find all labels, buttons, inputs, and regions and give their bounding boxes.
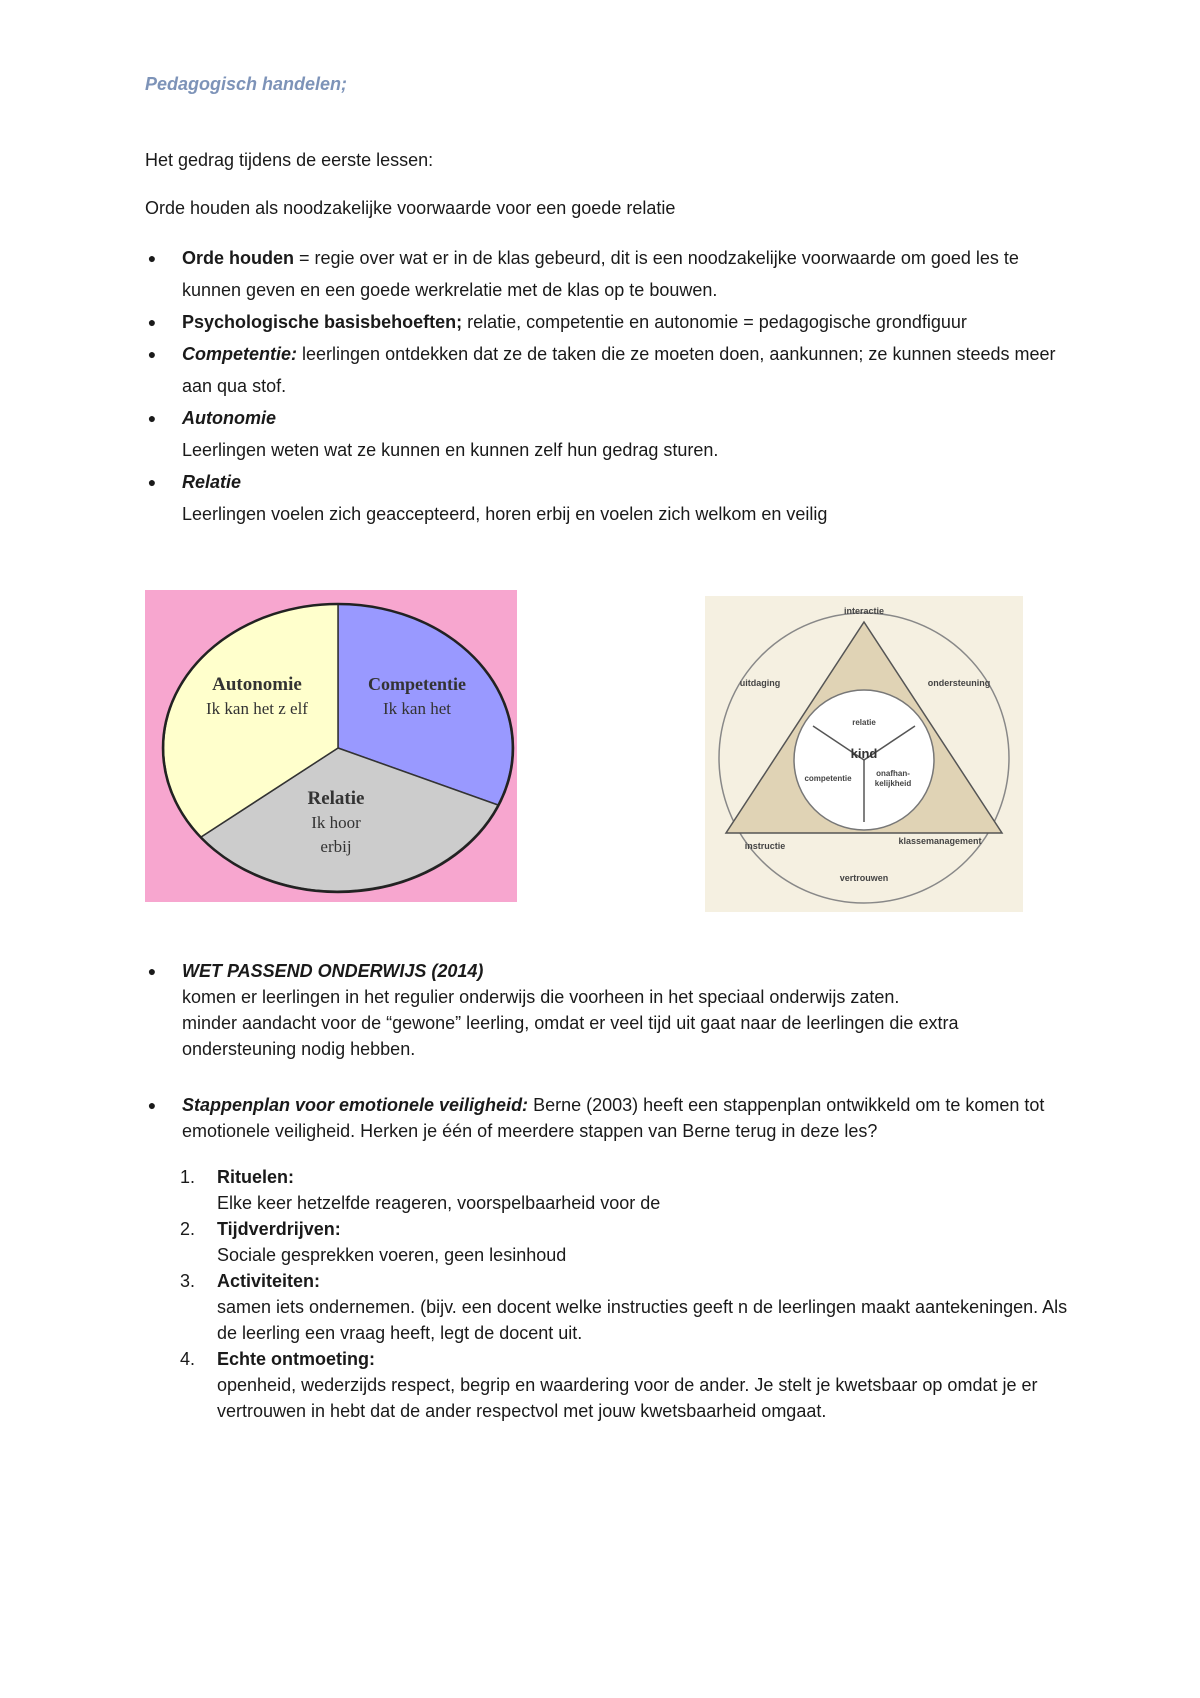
label-kelijkheid: kelijkheid: [874, 779, 912, 788]
step-text: Sociale gesprekken voeren, geen lesinhoud: [217, 1245, 567, 1265]
term-basisbehoeften: Psychologische basisbehoeften;: [182, 312, 463, 332]
term-relatie: Relatie: [182, 472, 242, 492]
pie-sub-competentie: Ik kan het: [383, 699, 451, 718]
step-title: Activiteiten:: [217, 1271, 321, 1291]
step-number: 1.: [180, 1167, 196, 1187]
list-item: [145, 306, 1075, 338]
list-item: [145, 242, 1075, 306]
text-orde-houden: = regie over wat er in de klas gebeurd, dit is een noodzakelijke voorwaarde om goed les te kunnen geven en een goede werkrelatie met de klas op te bouwen.: [182, 248, 1019, 300]
step-title: Tijdverdrijven:: [217, 1219, 341, 1239]
pie-label-competentie: Competentie: [368, 674, 466, 694]
step-text: openheid, wederzijds respect, begrip en waardering voor de ander. Je stelt je kwetsbaar op omdat je er vertrouwen in hebt dat de ander respectvol met jouw kwetsbaarheid omgaat.: [217, 1375, 1038, 1421]
pie-sub-relatie-1: Ik hoor: [311, 813, 361, 832]
label-kind: kind: [850, 746, 878, 761]
text-relatie: Leerlingen voelen zich geaccepteerd, horen erbij en voelen zich welkom en veilig: [182, 504, 828, 524]
pie-label-relatie: Relatie: [307, 788, 365, 809]
label-instructie: instructie: [744, 841, 786, 851]
step-text: Elke keer hetzelfde reageren, voorspelbaarheid voor de: [217, 1193, 661, 1213]
list-item: [180, 1216, 1080, 1268]
stappenplan-term: Stappenplan voor emotionele veiligheid:: [182, 1095, 529, 1115]
list-item: [180, 1346, 1080, 1424]
term-competentie: Competentie:: [182, 344, 298, 364]
pie-sub-autonomie: Ik kan het z elf: [206, 699, 308, 718]
pie-label-autonomie: Autonomie: [212, 674, 302, 695]
step-number: 4.: [180, 1349, 196, 1369]
step-title: Echte ontmoeting:: [217, 1349, 375, 1369]
bullet-icon: ●: [147, 250, 157, 266]
bullet-icon: ●: [147, 474, 157, 490]
basic-needs-list: [145, 242, 1075, 530]
text-autonomie: Leerlingen weten wat ze kunnen en kunnen zelf hun gedrag sturen.: [182, 440, 719, 460]
list-item: [145, 958, 1075, 1062]
bullet-icon: ●: [147, 314, 157, 330]
wet-line-1: komen er leerlingen in het regulier onderwijs die voorheen in het speciaal onderwijs zaten.: [182, 987, 900, 1007]
intro-line-1: Het gedrag tijdens de eerste lessen:: [145, 150, 434, 170]
label-interactie: interactie: [843, 606, 885, 616]
text-basisbehoeften: relatie, competentie en autonomie = pedagogische grondfiguur: [462, 312, 967, 332]
label-klassemanagement: klassemanagement: [898, 836, 982, 846]
text-competentie: leerlingen ontdekken dat ze de taken die ze moeten doen, aankunnen; ze kunnen steeds meer aan qua stof.: [182, 344, 1056, 396]
wet-line-2: minder aandacht voor de “gewone” leerling, omdat er veel tijd uit gaat naar de leerlingen die extra ondersteuning nodig hebben.: [182, 1013, 959, 1059]
label-onafhan: onafhan-: [876, 769, 910, 778]
basic-needs-pie-figure: [145, 590, 517, 902]
wet-passend-onderwijs-list: [145, 958, 1075, 1062]
list-item: [145, 1092, 1075, 1144]
stappenplan-list: [145, 1092, 1075, 1144]
pedagogic-triangle-figure: [705, 596, 1023, 912]
step-title: Rituelen:: [217, 1167, 295, 1187]
stappenplan-text: Berne (2003) heeft een stappenplan ontwikkeld om te komen tot emotionele veiligheid. Herken je één of meerdere stappen van Berne terug in deze les?: [182, 1095, 1045, 1141]
bullet-icon: ●: [147, 1097, 157, 1113]
wet-title: WET PASSEND ONDERWIJS (2014): [182, 961, 484, 981]
berne-steps-list: [180, 1164, 1080, 1424]
bullet-icon: ●: [147, 963, 157, 979]
list-item: [145, 338, 1075, 402]
term-orde-houden: Orde houden: [182, 248, 294, 268]
step-number: 3.: [180, 1271, 196, 1291]
bullet-icon: ●: [147, 410, 157, 426]
term-autonomie: Autonomie: [182, 408, 276, 428]
label-uitdaging: uitdaging: [739, 678, 781, 688]
bullet-icon: ●: [147, 346, 157, 362]
step-text: samen iets ondernemen. (bijv. een docent welke instructies geeft n de leerlingen maakt aantekeningen. Als de leerling een vraag heeft, legt de docent uit.: [217, 1297, 1068, 1343]
step-number: 2.: [180, 1219, 196, 1239]
label-vertrouwen: vertrouwen: [839, 873, 889, 883]
label-ondersteuning: ondersteuning: [927, 678, 991, 688]
list-item: [180, 1164, 1080, 1216]
intro-line-2: Orde houden als noodzakelijke voorwaarde voor een goede relatie: [145, 198, 676, 218]
label-competentie: competentie: [804, 774, 852, 783]
pie-sub-relatie-2: erbij: [320, 837, 352, 856]
label-relatie: relatie: [852, 718, 876, 727]
list-item: [180, 1268, 1080, 1346]
list-item: [145, 402, 1075, 466]
list-item: [145, 466, 1075, 530]
page-title: Pedagogisch handelen;: [145, 74, 348, 94]
